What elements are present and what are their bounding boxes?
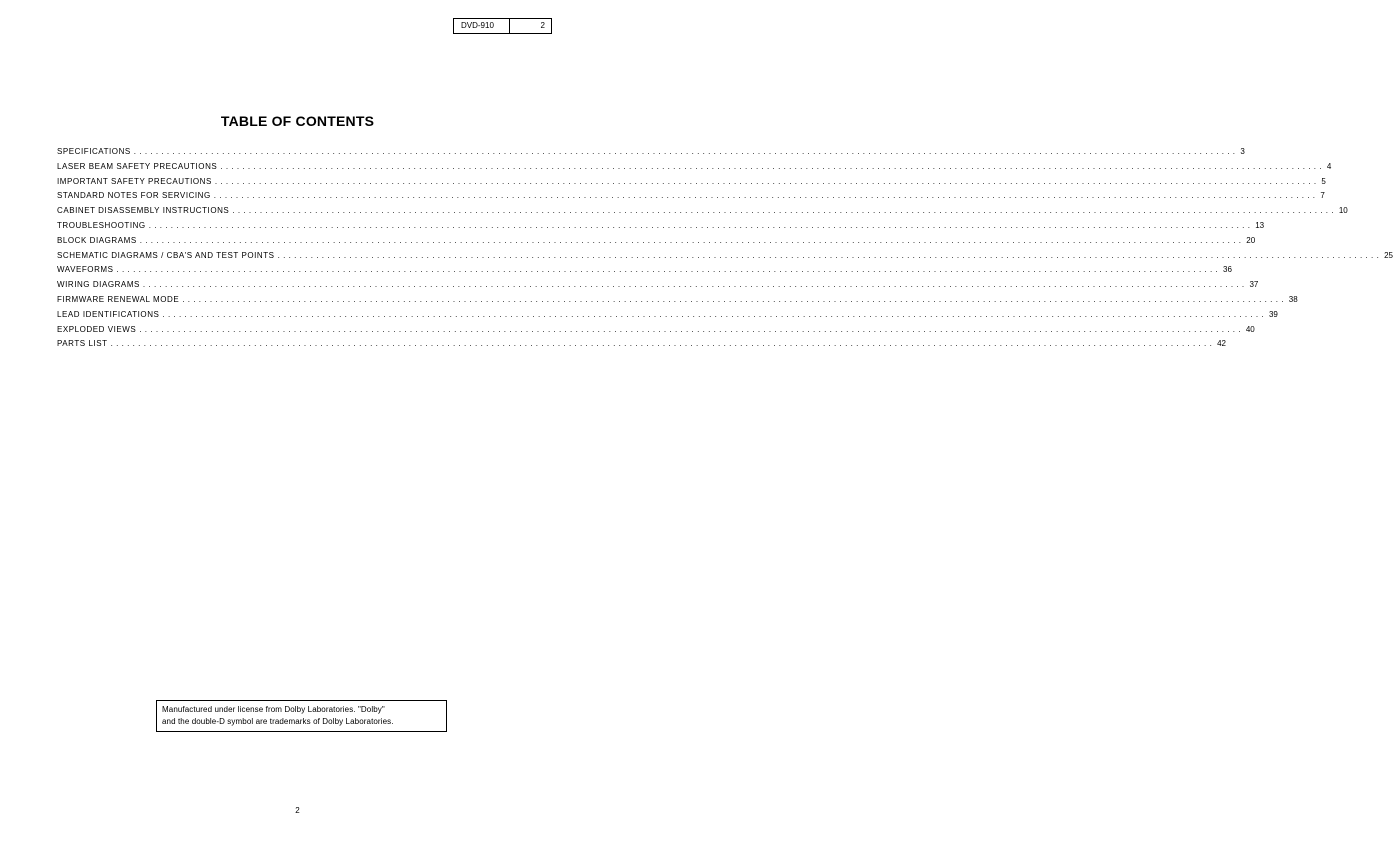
toc-entry-label: STANDARD NOTES FOR SERVICING bbox=[57, 191, 211, 201]
model-number: DVD-910 bbox=[454, 19, 510, 33]
toc-entry-page: 25 bbox=[1384, 250, 1393, 260]
toc-entry-page: 7 bbox=[1320, 191, 1325, 201]
toc-leader-dots: ........................................................................................................................................................................................................ bbox=[162, 309, 1267, 319]
toc-entry[interactable] bbox=[57, 206, 1348, 221]
toc-entry-page: 42 bbox=[1217, 339, 1226, 349]
header-page-number: 2 bbox=[540, 21, 545, 30]
toc-entry[interactable] bbox=[57, 235, 1256, 251]
toc-entry-label: FIRMWARE RENEWAL MODE bbox=[57, 294, 180, 304]
toc-entry-page: 4 bbox=[1326, 161, 1332, 171]
toc-entry-page: 37 bbox=[1249, 280, 1259, 290]
dolby-license-notice bbox=[156, 700, 447, 732]
toc-leader-dots: ........................................................................................................................................................................................................ bbox=[277, 250, 1383, 260]
toc-entry[interactable] bbox=[57, 324, 1255, 340]
toc-entry-page: 3 bbox=[1240, 147, 1245, 156]
toc-leader-dots: ........................................................................................................................................................................................................ bbox=[110, 339, 1216, 349]
toc-entry-label: WAVEFORMS bbox=[57, 265, 114, 275]
notice-line: and the double-D symbol are trademarks of Dolby Laboratories. bbox=[162, 716, 394, 726]
toc-entry-label: SCHEMATIC DIAGRAMS / CBA'S AND TEST POINTS bbox=[57, 250, 275, 260]
toc-leader-dots: ........................................................................................................................................................................................................ bbox=[220, 161, 1325, 171]
toc-entry[interactable] bbox=[57, 161, 1332, 177]
toc-entry-page: 39 bbox=[1268, 309, 1278, 319]
toc-entry-page: 38 bbox=[1288, 294, 1298, 304]
toc-leader-dots: ........................................................................................................................................................................................................ bbox=[232, 206, 1337, 216]
toc-entry-label: BLOCK DIAGRAMS bbox=[57, 235, 137, 245]
toc-entry-label: CABINET DISASSEMBLY INSTRUCTIONS bbox=[57, 206, 230, 216]
toc-entry-label: EXPLODED VIEWS bbox=[57, 324, 137, 334]
toc-leader-dots: ........................................................................................................................................................................................................ bbox=[116, 265, 1222, 275]
toc-entry[interactable] bbox=[57, 176, 1326, 192]
toc-entry-label: WIRING DIAGRAMS bbox=[57, 280, 140, 290]
toc-entry[interactable] bbox=[57, 250, 1393, 266]
toc-entry[interactable] bbox=[57, 147, 1245, 162]
toc-entry[interactable] bbox=[57, 265, 1232, 280]
toc-entry-label: SPECIFICATIONS bbox=[57, 147, 131, 156]
page-title: TABLE OF CONTENTS bbox=[220, 113, 375, 129]
toc-entry-label: TROUBLESHOOTING bbox=[57, 220, 146, 230]
toc-entry-page: 10 bbox=[1338, 206, 1348, 216]
toc-entry-label: IMPORTANT SAFETY PRECAUTIONS bbox=[57, 176, 212, 186]
footer-page-number: 2 bbox=[295, 806, 300, 815]
toc-entry-page: 13 bbox=[1255, 220, 1265, 230]
toc-entry-label: LASER BEAM SAFETY PRECAUTIONS bbox=[57, 161, 218, 171]
toc-entry-page: 20 bbox=[1246, 235, 1256, 245]
toc-entry[interactable] bbox=[57, 309, 1278, 325]
toc-leader-dots: ........................................................................................................................................................................................................ bbox=[213, 191, 1319, 201]
toc-leader-dots: ........................................................................................................................................................................................................ bbox=[182, 294, 1287, 304]
header-model-page-box bbox=[453, 18, 552, 34]
toc-entry-page: 5 bbox=[1321, 176, 1326, 186]
toc-entry-page: 40 bbox=[1245, 324, 1255, 334]
toc-entry[interactable] bbox=[57, 220, 1265, 236]
toc-entry[interactable] bbox=[57, 280, 1259, 295]
table-of-contents bbox=[57, 147, 1393, 354]
toc-entry-page: 36 bbox=[1223, 265, 1232, 275]
toc-leader-dots: ........................................................................................................................................................................................................ bbox=[139, 235, 1245, 245]
toc-entry-label: LEAD IDENTIFICATIONS bbox=[57, 309, 160, 319]
toc-entry-label: PARTS LIST bbox=[57, 339, 108, 349]
toc-leader-dots: ........................................................................................................................................................................................................ bbox=[142, 280, 1248, 290]
toc-leader-dots: ........................................................................................................................................................................................................ bbox=[148, 220, 1254, 230]
notice-line: Manufactured under license from Dolby Laboratories. "Dolby" bbox=[162, 705, 385, 714]
toc-leader-dots: ........................................................................................................................................................................................................ bbox=[139, 324, 1244, 334]
toc-leader-dots: ........................................................................................................................................................................................................ bbox=[214, 176, 1320, 186]
toc-entry[interactable] bbox=[57, 191, 1325, 206]
toc-leader-dots: ........................................................................................................................................................................................................ bbox=[133, 147, 1239, 156]
toc-entry[interactable] bbox=[57, 294, 1298, 310]
toc-entry[interactable] bbox=[57, 339, 1226, 354]
